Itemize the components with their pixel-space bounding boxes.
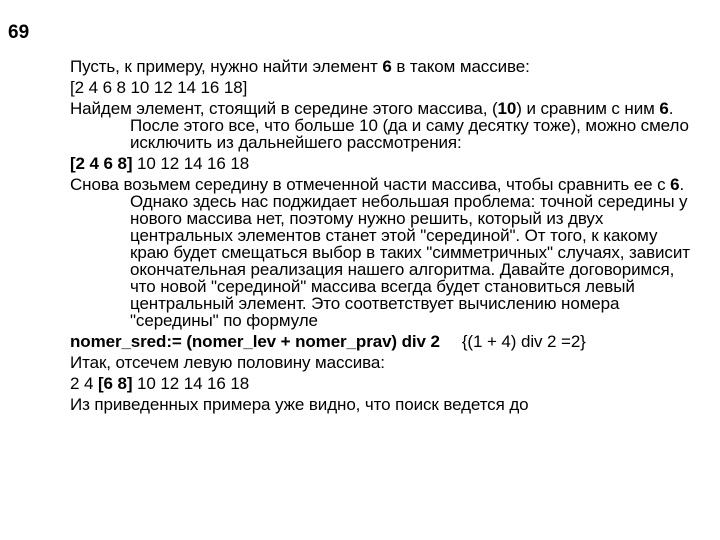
paragraph-array: [2 4 6 8 10 12 14 16 18] xyxy=(70,78,248,97)
paragraph-explanation xyxy=(70,176,700,329)
text-bold: 6 xyxy=(659,99,669,118)
text: 10 12 14 16 18 xyxy=(132,154,250,173)
text-bold: [6 8] xyxy=(97,374,133,393)
paragraph-array-left xyxy=(70,155,700,172)
text: ) и сравним с ним xyxy=(516,99,660,118)
slide-body xyxy=(70,58,700,417)
text-bold: 10 xyxy=(497,99,517,118)
paragraph-task xyxy=(70,58,700,75)
text: Снова возьмем середину в отмеченной части массива, чтобы сравнить ее с xyxy=(70,175,671,194)
text: Пусть, к примеру, нужно найти элемент xyxy=(70,57,383,76)
paragraph-formula xyxy=(70,333,700,350)
formula: nomer_sred:= (nomer_lev + nomer_prav) div 2 xyxy=(70,332,440,351)
text: 10 12 14 16 18 xyxy=(132,374,250,393)
text-bold: 6 xyxy=(382,57,392,76)
text: 2 4 xyxy=(70,374,98,393)
text: в таком массиве: xyxy=(391,57,530,76)
paragraph-conclusion: Из приведенных примера уже видно, что поиск ведется до xyxy=(70,395,529,414)
text: Найдем элемент, стоящий в середине этого массива, ( xyxy=(70,99,498,118)
text: . После этого все, что больше 10 (да и саму десятку тоже), можно смело исключить из дальнейшего рассмотрения: xyxy=(130,99,689,152)
text: . Однако здесь нас поджидает небольшая проблема: точной середины у нового массива нет, поэтому нужно решить, который из двух центральных элементов станет этой "серединой". От того, к какому краю будет смещаться выбор в таких "симметричных" случаях, зависит окончательная реализация нашего алгоритма. Давайте договоримся, что новой "серединой" массива всегда будет становиться левый центральный элемент. Это соответствует вычислению номера "середины" по формуле xyxy=(130,175,690,330)
paragraph-middle xyxy=(70,100,700,151)
slide-number: 69 xyxy=(8,22,30,43)
text-bold: [2 4 6 8] xyxy=(70,154,133,173)
paragraph-array-right xyxy=(70,375,700,392)
paragraph-cut: Итак, отсечем левую половину массива: xyxy=(70,353,385,372)
text-bold: 6 xyxy=(670,175,680,194)
formula-comment: {(1 + 4) div 2 =2} xyxy=(461,332,586,351)
